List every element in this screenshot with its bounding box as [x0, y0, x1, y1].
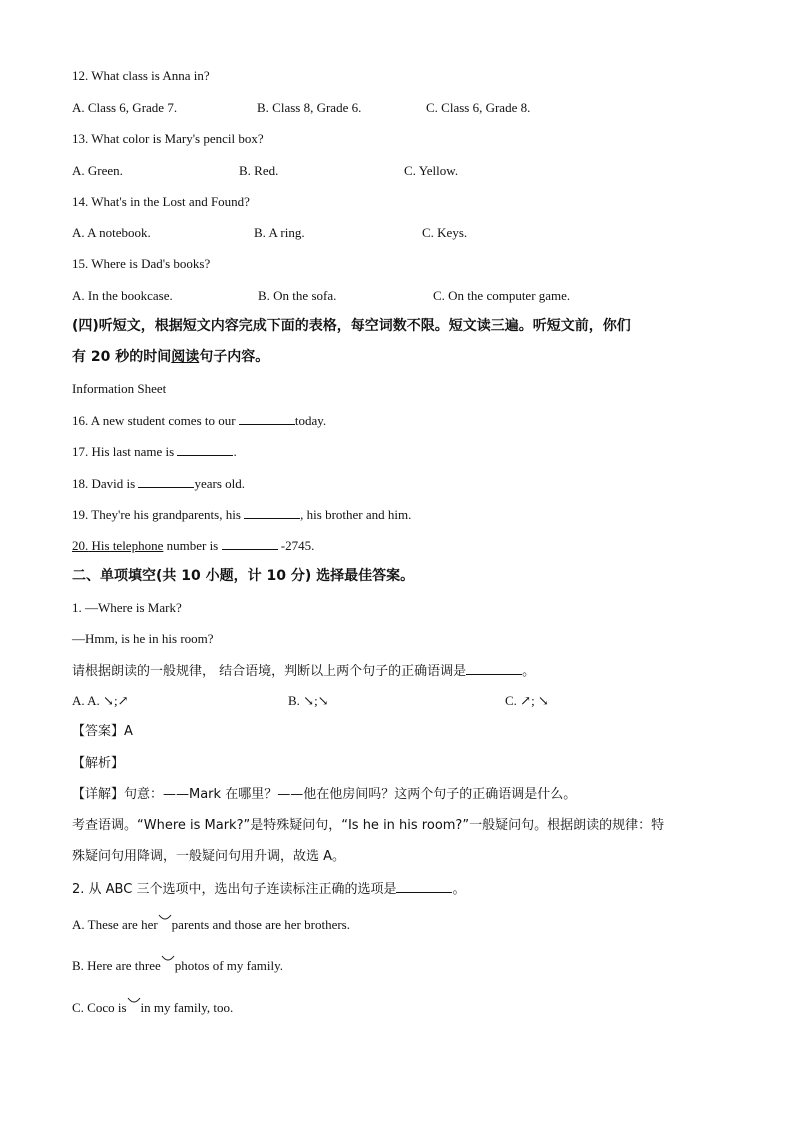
question-13-stem: 13. What color is Mary's pencil box?: [72, 131, 264, 146]
question-16: [72, 411, 326, 430]
q15-option-b: B. On the sofa.: [258, 288, 337, 303]
q16-blank: [239, 411, 295, 425]
q20-word-telephone: telephone: [109, 538, 164, 553]
q19-end: , his brother and him.: [300, 507, 412, 522]
q14-option-b: B. A ring.: [254, 225, 305, 240]
q20-text: number is: [163, 538, 222, 553]
q2-blank: [396, 879, 452, 893]
detail-text: 【详解】句意：——Mark 在哪里？——他在他房间吗？这两个句子的正确语调是什么。: [72, 787, 577, 802]
q1-option-a: A. A. ↘;↗: [72, 693, 129, 708]
q14-option-a: A. A notebook.: [72, 225, 151, 240]
q1-line-1: 1. —Where is Mark?: [72, 600, 182, 615]
question-14-stem: 14. What's in the Lost and Found?: [72, 194, 250, 209]
q16-text: 16. A new student comes to our: [72, 413, 239, 428]
q18-end: years old.: [194, 476, 245, 491]
q2-b-text: B. Here are three: [72, 958, 161, 973]
q13-option-c: C. Yellow.: [404, 163, 459, 178]
question-12-stem: 12. What class is Anna in?: [72, 68, 210, 83]
question-15-stem: 15. Where is Dad's books?: [72, 256, 211, 271]
q2-a-end: parents and those are her brothers.: [171, 917, 350, 932]
q20-end: -2745.: [277, 538, 315, 553]
explanation-line-1: 考查语调。“Where is Mark?”是特殊疑问句，“Is he in his room?”一般疑问句。根据朗读的规律：特: [72, 818, 665, 833]
q13-option-b: B. Red.: [239, 163, 279, 178]
q12-option-a: A. Class 6, Grade 7.: [72, 100, 178, 115]
q2-option-c: [72, 999, 233, 1017]
q2-c-end: in my family, too.: [140, 1000, 234, 1015]
q1-option-b: B. ↘;↘: [288, 693, 329, 708]
q2-prompt: [72, 879, 465, 899]
analysis-label: 【解析】: [72, 756, 125, 771]
q12-option-b: B. Class 8, Grade 6.: [257, 100, 362, 115]
q19-blank: [244, 505, 300, 519]
q2-prompt-end: 。: [452, 882, 466, 897]
q1-prompt: [72, 661, 535, 681]
q17-end: .: [233, 444, 237, 459]
q17-text: 17. His last name is: [72, 444, 178, 459]
q12-option-c: C. Class 6, Grade 8.: [426, 100, 531, 115]
q1-blank: [466, 661, 522, 675]
q15-option-c: C. On the computer game.: [433, 288, 571, 303]
liaison-mark-icon: [161, 955, 175, 963]
liaison-mark-icon: [158, 914, 172, 922]
explanation-line-2: 殊疑问句用降调，一般疑问句用升调，故选 A。: [72, 849, 346, 864]
liaison-mark-icon: [127, 997, 141, 1005]
q20-word-his: His: [88, 538, 110, 553]
section-4-heading-line1: (四)听短文，根据短文内容完成下面的表格，每空词数不限。短文读三遍。听短文前，你们: [72, 318, 631, 334]
q16-end: today.: [294, 413, 327, 428]
q2-b-end: photos of my family.: [174, 958, 283, 973]
q19-text: 19. They're his grandparents, his: [72, 507, 245, 522]
heading-underlined-word: 阅读: [171, 349, 200, 365]
q2-a-text: A. These are her: [72, 917, 158, 932]
q2-option-a: [72, 916, 350, 934]
q2-option-b: [72, 957, 283, 975]
q20-blank: [222, 536, 278, 550]
q2-c-text: C. Coco is: [72, 1000, 127, 1015]
section-4-heading-line2: [72, 348, 269, 366]
heading-line2-end: 句子内容。: [199, 349, 270, 365]
q20-number: 20.: [72, 538, 89, 553]
q2-prompt-text: 2. 从 ABC 三个选项中，选出句子连读标注正确的选项是: [72, 882, 397, 897]
information-sheet-title: Information Sheet: [72, 381, 167, 396]
section-2-heading: 二、单项填空(共 10 小题，计 10 分) 选择最佳答案。: [72, 568, 415, 584]
q15-option-a: A. In the bookcase.: [72, 288, 173, 303]
question-18: [72, 474, 245, 493]
question-17: [72, 442, 237, 461]
q1-prompt-end: 。: [522, 664, 536, 679]
q14-option-c: C. Keys.: [422, 225, 468, 240]
q18-text: 18. David is: [72, 476, 139, 491]
q18-blank: [138, 474, 194, 488]
q1-prompt-text: 请根据朗读的一般规律， 结合语境，判断以上两个句子的正确语调是: [72, 664, 467, 679]
q17-blank: [177, 442, 233, 456]
q1-option-c: C. ↗; ↘: [505, 693, 549, 708]
answer-label: 【答案】A: [72, 724, 133, 739]
heading-line2-text: 有 20 秒的时间: [72, 349, 172, 365]
question-19: [72, 505, 411, 524]
q1-line-2: —Hmm, is he in his room?: [72, 631, 214, 646]
q13-option-a: A. Green.: [72, 163, 123, 178]
question-20: [72, 536, 314, 555]
